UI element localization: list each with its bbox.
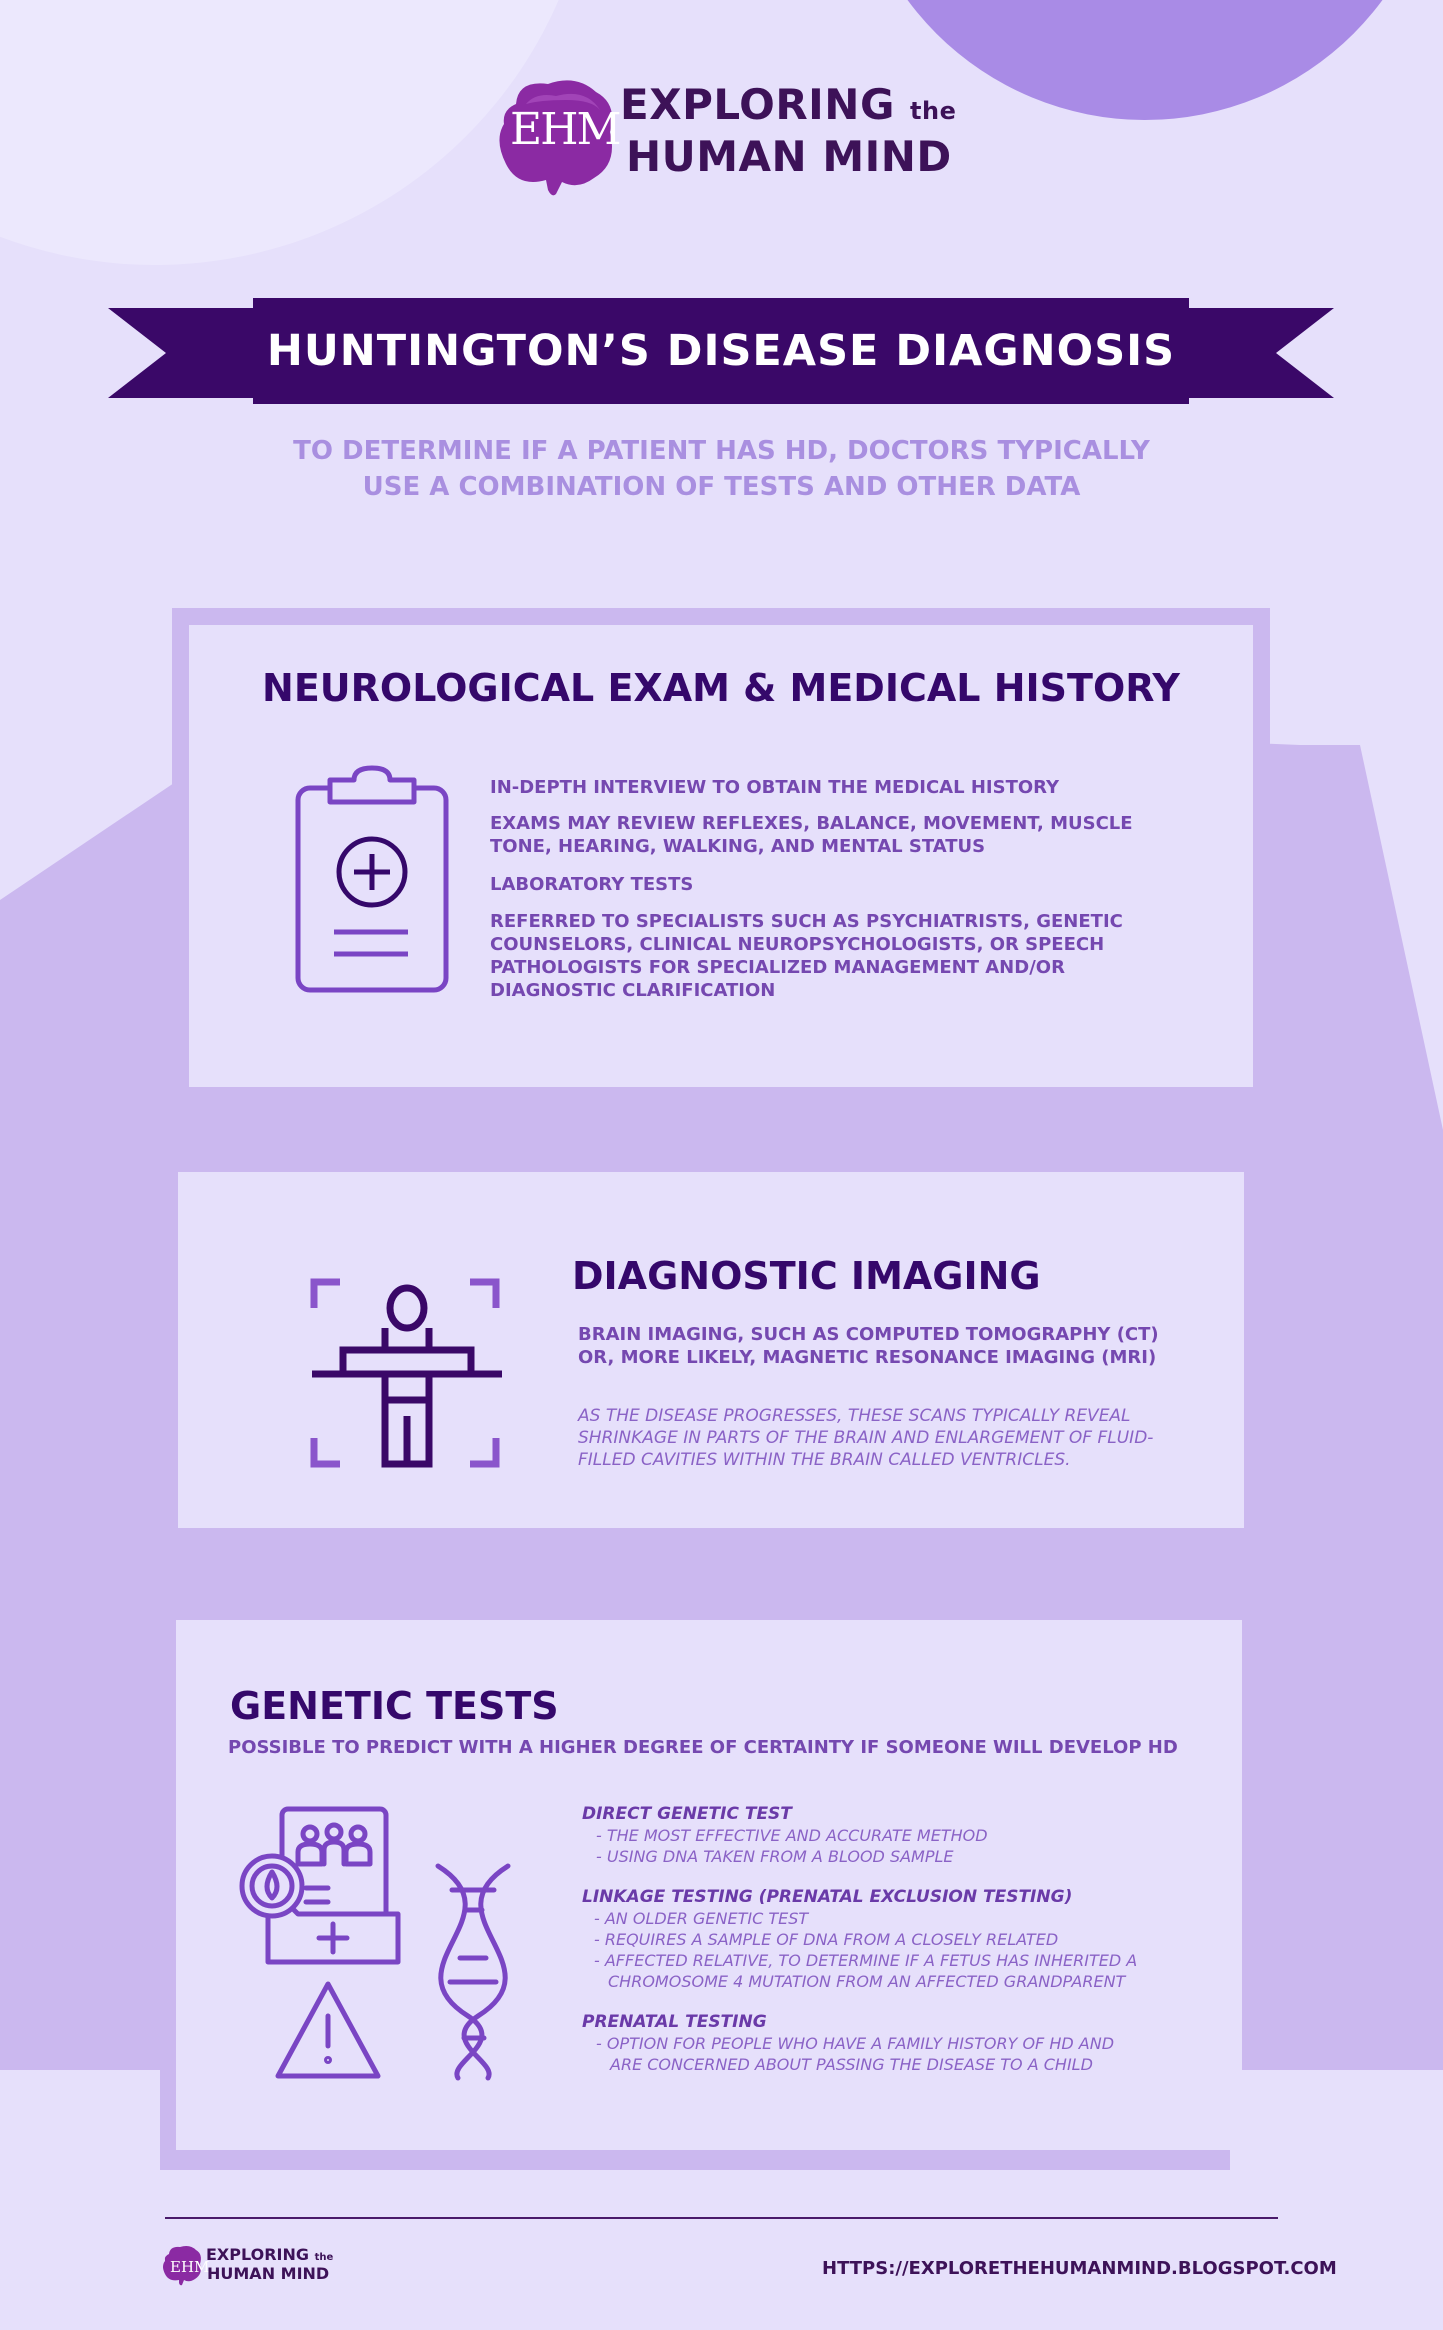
clipboard-medical-icon [292, 764, 452, 996]
footer-logo-line2: HUMAN MIND [207, 2264, 330, 2283]
footer-url-link[interactable]: HTTPS://EXPLORETHEHUMANMIND.BLOGSPOT.COM [822, 2258, 1337, 2279]
genetic-item: - OPTION FOR PEOPLE WHO HAVE A FAMILY HISTORY OF HD AND [596, 2034, 1115, 2053]
footer-logo-exploring: EXPLORING [206, 2245, 310, 2264]
intro-line-2: USE A COMBINATION OF TESTS AND OTHER DATA [362, 472, 1081, 502]
genetic-item: CHROMOSOME 4 MUTATION FROM AN AFFECTED GRANDPARENT [608, 1972, 1126, 1991]
body-scan-icon [310, 1278, 502, 1470]
intro-text [200, 433, 1243, 505]
imaging-title: DIAGNOSTIC IMAGING [572, 1254, 1041, 1298]
imaging-text: BRAIN IMAGING, SUCH AS COMPUTED TOMOGRAPHY (CT) OR, MORE LIKELY, MAGNETIC RESONANCE IMAGING (MRI) [578, 1324, 1159, 1368]
genetic-sections [582, 1804, 1222, 2075]
genetic-section-prenatal [582, 2012, 1222, 2075]
imaging-note: AS THE DISEASE PROGRESSES, THESE SCANS TYPICALLY REVEAL SHRINKAGE IN PARTS OF THE BRAIN AND ENLARGEMENT OF FLUID-FILLED CAVITIES WITHIN THE BRAIN CALLED VENTRICLES. [578, 1406, 1154, 1470]
neuro-item-4: REFERRED TO SPECIALISTS SUCH AS PSYCHIATRISTS, GENETIC COUNSELORS, CLINICAL NEUROPSYCHOLOGISTS, OR SPEECH PATHOLOGISTS FOR SPECIALIZED MANAGEMENT AND/OR DIAGNOSTIC CLARIFICATION [490, 911, 1123, 1001]
neuro-item-1: IN-DEPTH INTERVIEW TO OBTAIN THE MEDICAL HISTORY [490, 777, 1060, 798]
genetic-item: - AFFECTED RELATIVE, TO DETERMINE IF A FETUS HAS INHERITED A [594, 1951, 1138, 1970]
footer-logo-line1 [206, 2245, 333, 2264]
genetic-item: - USING DNA TAKEN FROM A BLOOD SAMPLE [596, 1847, 954, 1866]
footer-brain-logo-icon [162, 2244, 210, 2286]
logo-exploring: EXPLORING [620, 80, 895, 129]
page-title: HUNTINGTON’S DISEASE DIAGNOSIS [266, 326, 1176, 376]
intro-line-1: TO DETERMINE IF A PATIENT HAS HD, DOCTORS TYPICALLY [293, 436, 1150, 466]
genetic-section-linkage [582, 1887, 1222, 1992]
logo-monogram: EHM [510, 104, 620, 155]
footer-logo-the: the [314, 2252, 334, 2263]
genetic-section-direct [582, 1804, 1222, 1867]
genetic-testing-icon [238, 1806, 538, 2080]
genetic-item: - REQUIRES A SAMPLE OF DNA FROM A CLOSELY RELATED [594, 1930, 1059, 1949]
logo-the: the [910, 97, 957, 125]
genetic-item: ARE CONCERNED ABOUT PASSING THE DISEASE TO A CHILD [610, 2055, 1093, 2074]
genetic-title: GENETIC TESTS [230, 1684, 559, 1728]
genetic-subtitle: POSSIBLE TO PREDICT WITH A HIGHER DEGREE OF CERTAINTY IF SOMEONE WILL DEVELOP HD [228, 1737, 1178, 1758]
logo-text-line2: HUMAN MIND [626, 132, 952, 181]
neuro-title: NEUROLOGICAL EXAM & MEDICAL HISTORY [262, 666, 1180, 710]
genetic-section-heading: LINKAGE TESTING (PRENATAL EXCLUSION TESTING) [582, 1887, 1073, 1907]
logo-text-line1 [620, 80, 956, 129]
genetic-item: - AN OLDER GENETIC TEST [594, 1909, 809, 1928]
genetic-section-heading: DIRECT GENETIC TEST [582, 1804, 792, 1824]
neuro-item-2: EXAMS MAY REVIEW REFLEXES, BALANCE, MOVEMENT, MUSCLE TONE, HEARING, WALKING, AND MENTAL STATUS [490, 813, 1133, 857]
neuro-item-3: LABORATORY TESTS [490, 874, 694, 895]
svg-text:EHM: EHM [170, 2258, 210, 2276]
genetic-section-heading: PRENATAL TESTING [582, 2012, 767, 2032]
genetic-item: - THE MOST EFFECTIVE AND ACCURATE METHOD [596, 1826, 988, 1845]
